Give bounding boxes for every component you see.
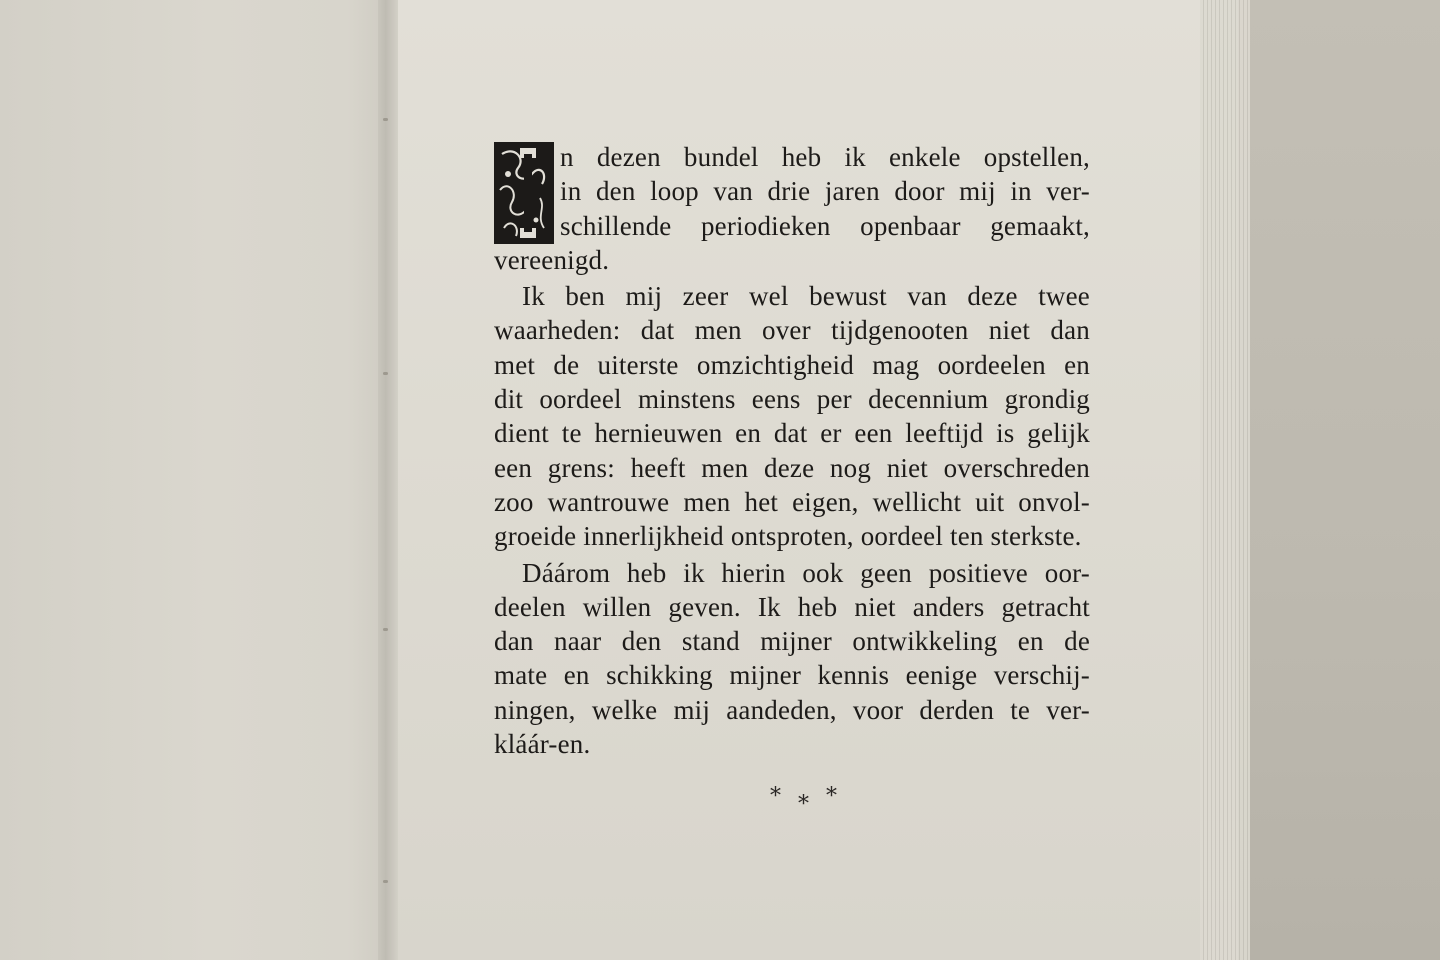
body-text <box>494 140 1090 761</box>
page-edge-stack <box>1200 0 1250 960</box>
text-line: deelen willen geven. Ik heb niet anders getracht <box>494 591 1090 622</box>
text-line: dient te hernieuwen en dat er een leeftijd is gelijk <box>494 418 1090 449</box>
text-line: dan naar den stand mijner ontwikkeling en de <box>494 626 1090 657</box>
text-line: een grens: heeft men deze nog niet overschreden <box>494 452 1090 483</box>
text-line: schillende periodieken openbaar gemaakt, <box>560 210 1090 241</box>
text-line: kláár-en. <box>494 729 591 760</box>
asterisk-icon: * <box>798 792 809 817</box>
text-line: groeide innerlijkheid ontsproten, oordeel ten sterkste. <box>494 521 1082 552</box>
text-line: Dáárom heb ik hierin ook geen positieve oor- <box>522 557 1090 588</box>
text-line: n dezen bundel heb ik enkele opstellen, <box>560 142 1090 172</box>
binding-stitch <box>383 880 388 883</box>
section-break <box>770 784 840 824</box>
binding-stitch <box>383 628 388 631</box>
text-line: met de uiterste omzichtigheid mag oordeelen en <box>494 349 1090 380</box>
text-line: mate en schikking mijner kennis eenige verschij- <box>494 660 1090 691</box>
text-line: Ik ben mij zeer wel bewust van deze twee <box>522 281 1090 312</box>
book-gutter <box>378 0 400 960</box>
left-page <box>0 0 386 960</box>
text-line: dit oordeel minstens eens per decennium grondig <box>494 384 1090 415</box>
page-edges <box>1236 0 1440 960</box>
asterisk-icon: * <box>826 784 837 809</box>
text-line: zoo wantrouwe men het eigen, wellicht uit onvol- <box>494 486 1090 517</box>
asterisk-icon: * <box>770 784 781 809</box>
text-line: ningen, welke mij aandeden, voor derden te ver- <box>494 694 1090 725</box>
binding-stitch <box>383 118 388 121</box>
text-line: vereenigd. <box>494 244 610 275</box>
binding-stitch <box>383 372 388 375</box>
text-line: in den loop van drie jaren door mij in ver- <box>560 176 1090 207</box>
text-line: waarheden: dat men over tijdgenooten niet dan <box>494 315 1090 346</box>
